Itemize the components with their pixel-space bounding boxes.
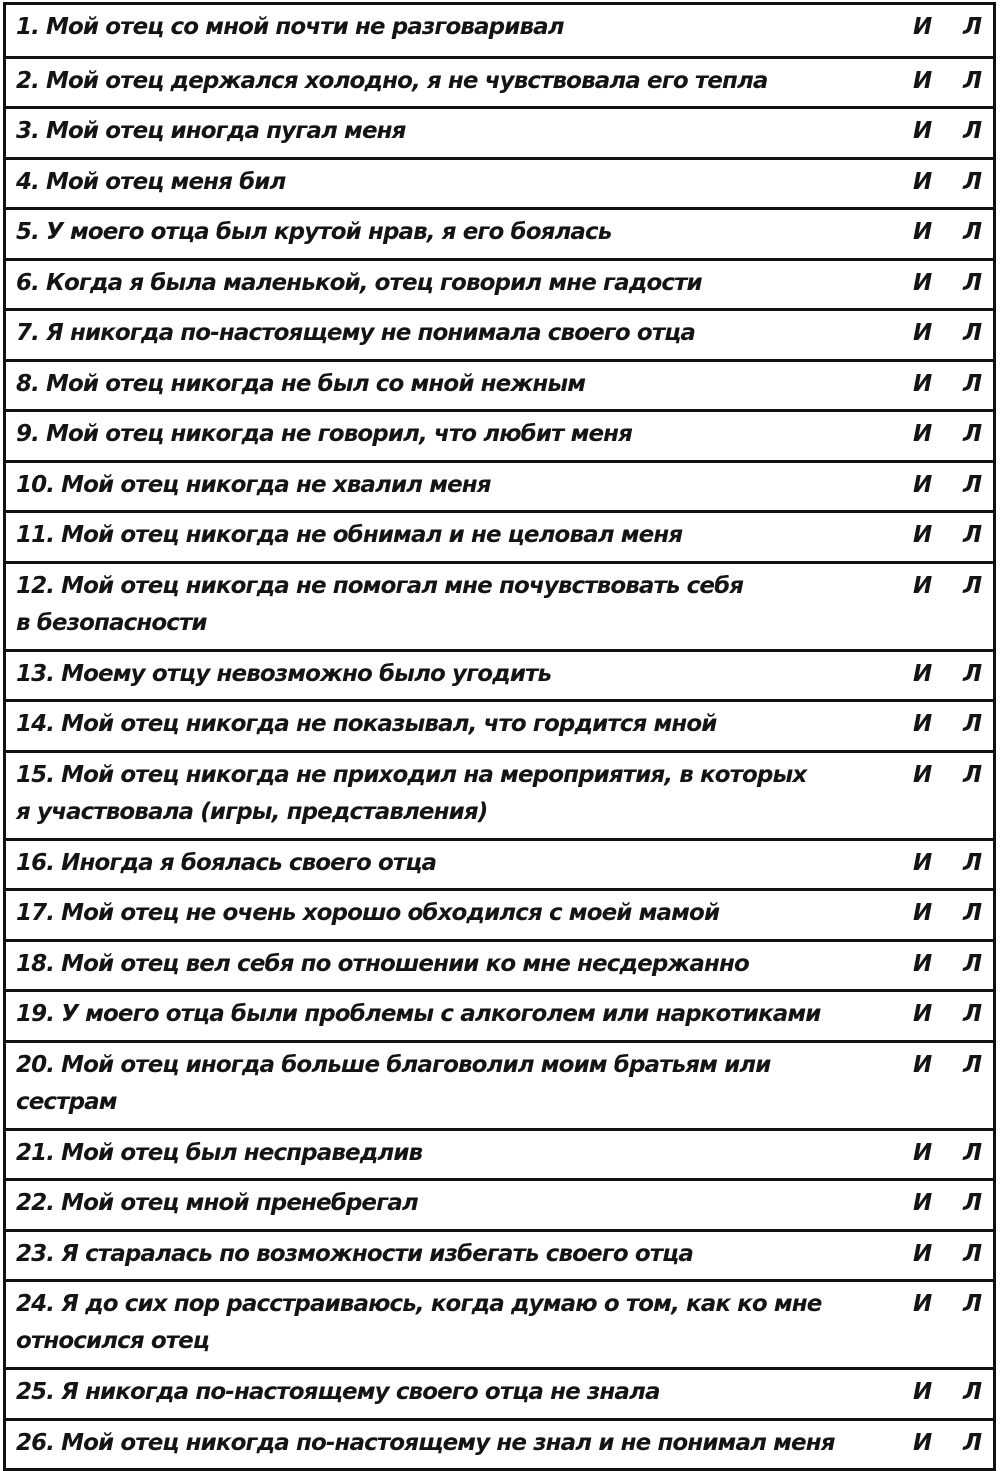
question-text: 11. Мой отец никогда не обнимал и не целовал меня <box>16 522 683 548</box>
question-row-18 <box>6 939 993 990</box>
question-row-19 <box>6 989 993 1040</box>
questionnaire-table <box>3 2 996 1471</box>
question-text: 3. Мой отец иногда пугал меня <box>16 118 406 144</box>
answer-false-option[interactable]: Л <box>963 269 982 296</box>
answer-false-option[interactable]: Л <box>963 711 982 737</box>
question-row-8 <box>6 359 993 410</box>
answer-true-option[interactable]: И <box>913 1051 932 1078</box>
answer-true-option[interactable]: И <box>913 1429 932 1456</box>
answer-false-option[interactable]: Л <box>963 849 982 876</box>
question-row-7 <box>6 308 993 359</box>
answer-false-option[interactable]: Л <box>963 1379 982 1405</box>
question-row-2 <box>6 56 993 107</box>
answer-true-option[interactable]: И <box>913 1291 932 1317</box>
question-row-10 <box>6 460 993 511</box>
answer-false-option[interactable]: Л <box>963 1291 982 1317</box>
answer-false-option[interactable]: Л <box>963 1139 982 1166</box>
question-text: 13. Моему отцу невозможно было угодить <box>16 660 552 687</box>
answer-false-option[interactable]: Л <box>963 471 982 498</box>
question-text: 25. Я никогда по-настоящему своего отца не знала <box>16 1379 660 1405</box>
answer-false-option[interactable]: Л <box>963 168 982 195</box>
question-row-22 <box>6 1178 993 1229</box>
question-row-9 <box>6 409 993 460</box>
answer-false-option[interactable]: Л <box>963 950 982 977</box>
question-text: 7. Я никогда по-настоящему не понимала своего отца <box>16 320 696 346</box>
question-text: 15. Мой отец никогда не приходил на мероприятия, в которых я участвовала (игры, представления) <box>16 761 807 825</box>
question-row-12 <box>6 561 993 649</box>
question-text: 9. Мой отец никогда не говорил, что любит меня <box>16 421 633 447</box>
question-text: 24. Я до сих пор расстраиваюсь, когда думаю о том, как ко мне относился отец <box>16 1291 822 1354</box>
question-text: 23. Я старалась по возможности избегать своего отца <box>16 1240 693 1267</box>
answer-true-option[interactable]: И <box>913 219 932 245</box>
question-row-20 <box>6 1040 993 1128</box>
question-text: 2. Мой отец держался холодно, я не чувствовала его тепла <box>16 67 768 94</box>
question-row-14 <box>6 699 993 750</box>
answer-false-option[interactable]: Л <box>963 320 982 346</box>
question-text: 26. Мой отец никогда по-настоящему не знал и не понимал меня <box>16 1429 835 1456</box>
answer-true-option[interactable]: И <box>913 711 932 737</box>
answer-true-option[interactable]: И <box>913 1001 932 1027</box>
question-text: 6. Когда я была маленькой, отец говорил мне гадости <box>16 269 702 296</box>
question-text: 16. Иногда я боялась своего отца <box>16 849 437 876</box>
question-row-16 <box>6 838 993 889</box>
answer-true-option[interactable]: И <box>913 572 932 599</box>
answer-false-option[interactable]: Л <box>963 660 982 687</box>
question-row-23 <box>6 1229 993 1280</box>
question-text: 19. У моего отца были проблемы с алкоголем или наркотиками <box>16 1001 821 1027</box>
answer-false-option[interactable]: Л <box>963 118 982 144</box>
answer-false-option[interactable]: Л <box>963 370 982 397</box>
answer-true-option[interactable]: И <box>913 1379 932 1405</box>
answer-true-option[interactable]: И <box>913 269 932 296</box>
answer-false-option[interactable]: Л <box>963 421 982 447</box>
question-row-25 <box>6 1367 993 1418</box>
answer-true-option[interactable]: И <box>913 320 932 346</box>
question-row-5 <box>6 207 993 258</box>
answer-true-option[interactable]: И <box>913 849 932 876</box>
answer-true-option[interactable]: И <box>913 900 932 926</box>
question-row-11 <box>6 510 993 561</box>
question-text: 14. Мой отец никогда не показывал, что гордится мной <box>16 711 717 737</box>
question-text: 12. Мой отец никогда не помогал мне почувствовать себя в безопасности <box>16 572 744 636</box>
answer-true-option[interactable]: И <box>913 1139 932 1166</box>
question-text: 21. Мой отец был несправедлив <box>16 1139 423 1166</box>
question-row-24 <box>6 1279 993 1367</box>
answer-true-option[interactable]: И <box>913 370 932 397</box>
answer-true-option[interactable]: И <box>913 14 932 40</box>
answer-true-option[interactable]: И <box>913 950 932 977</box>
question-row-6 <box>6 258 993 309</box>
answer-false-option[interactable]: Л <box>963 1190 982 1216</box>
answer-false-option[interactable]: Л <box>963 1240 982 1267</box>
question-row-17 <box>6 888 993 939</box>
question-text: 18. Мой отец вел себя по отношении ко мне несдержанно <box>16 950 749 977</box>
answer-true-option[interactable]: И <box>913 471 932 498</box>
answer-false-option[interactable]: Л <box>963 900 982 926</box>
answer-true-option[interactable]: И <box>913 421 932 447</box>
answer-true-option[interactable]: И <box>913 1240 932 1267</box>
question-row-26 <box>6 1418 993 1469</box>
question-text: 5. У моего отца был крутой нрав, я его боялась <box>16 219 612 245</box>
question-row-4 <box>6 157 993 208</box>
question-text: 20. Мой отец иногда больше благоволил моим братьям или сестрам <box>16 1051 771 1115</box>
answer-false-option[interactable]: Л <box>963 572 982 599</box>
answer-true-option[interactable]: И <box>913 168 932 195</box>
answer-true-option[interactable]: И <box>913 118 932 144</box>
question-text: 22. Мой отец мной пренебрегал <box>16 1190 418 1216</box>
answer-false-option[interactable]: Л <box>963 67 982 94</box>
question-row-13 <box>6 649 993 700</box>
question-text: 17. Мой отец не очень хорошо обходился с моей мамой <box>16 900 720 926</box>
question-row-1 <box>6 5 993 56</box>
answer-true-option[interactable]: И <box>913 67 932 94</box>
answer-true-option[interactable]: И <box>913 761 932 788</box>
answer-true-option[interactable]: И <box>913 660 932 687</box>
answer-true-option[interactable]: И <box>913 1190 932 1216</box>
question-text: 4. Мой отец меня бил <box>16 168 286 195</box>
answer-false-option[interactable]: Л <box>963 1001 982 1027</box>
answer-false-option[interactable]: Л <box>963 761 982 788</box>
answer-false-option[interactable]: Л <box>963 14 982 40</box>
answer-false-option[interactable]: Л <box>963 1051 982 1078</box>
question-row-15 <box>6 750 993 838</box>
question-row-3 <box>6 106 993 157</box>
answer-true-option[interactable]: И <box>913 522 932 548</box>
question-text: 8. Мой отец никогда не был со мной нежным <box>16 370 586 397</box>
question-text: 10. Мой отец никогда не хвалил меня <box>16 471 491 498</box>
question-text: 1. Мой отец со мной почти не разговаривал <box>16 14 564 40</box>
question-row-21 <box>6 1128 993 1179</box>
answer-false-option[interactable]: Л <box>963 1429 982 1456</box>
answer-false-option[interactable]: Л <box>963 219 982 245</box>
answer-false-option[interactable]: Л <box>963 522 982 548</box>
